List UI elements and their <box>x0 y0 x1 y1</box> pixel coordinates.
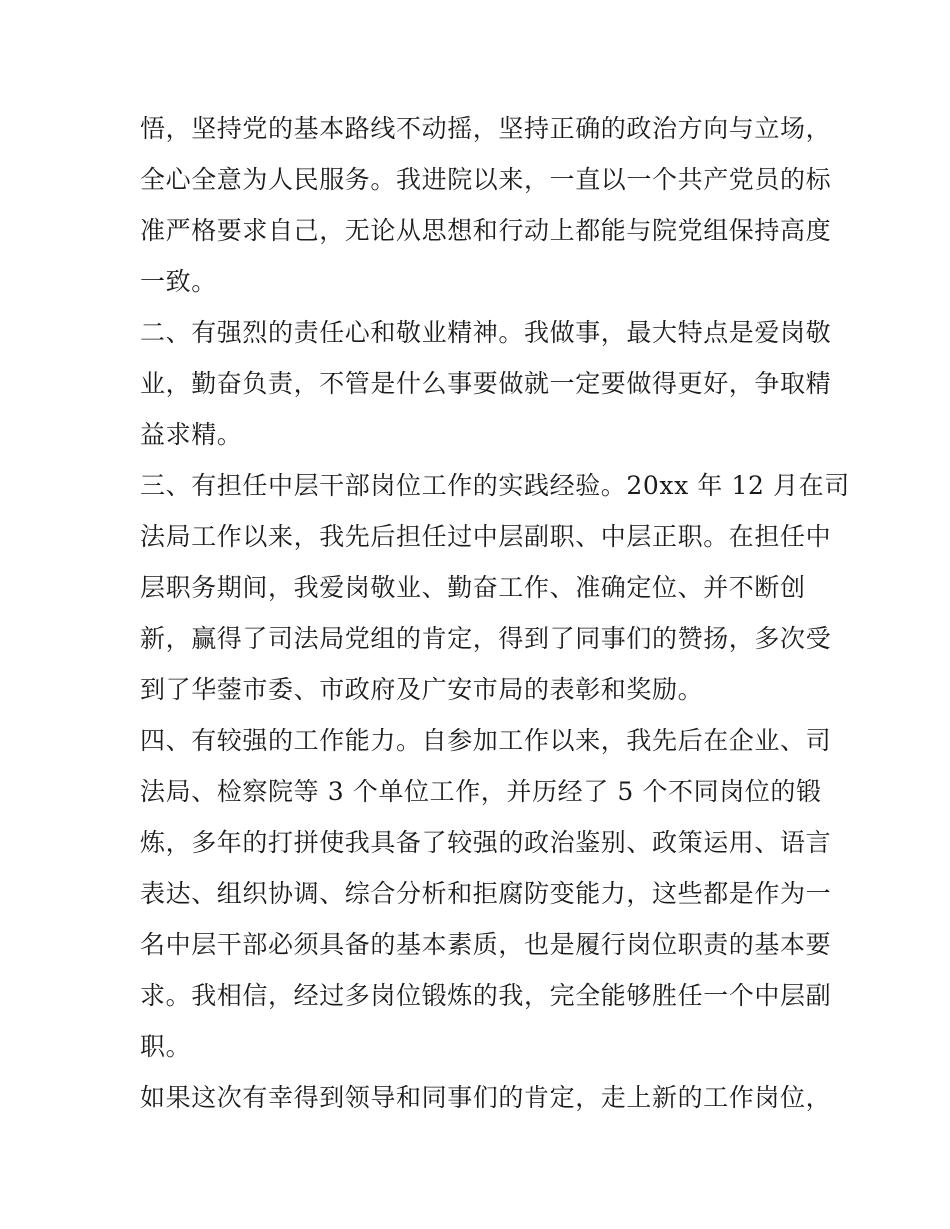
text-line: 准严格要求自己，无论从思想和行动上都能与院党组保持高度 <box>140 216 832 245</box>
text-line: 表达、组织协调、综合分析和拒腐防变能力，这些都是作为一 <box>140 879 832 908</box>
text-line: 全心全意为人民服务。我进院以来，一直以一个共产党员的标 <box>140 165 832 194</box>
text-line: 二、有强烈的责任心和敬业精神。我做事，最大特点是爱岗敬 <box>140 318 832 347</box>
text-line: 新，赢得了司法局党组的肯定，得到了同事们的赞扬，多次受 <box>140 624 832 653</box>
text-line: 层职务期间，我爱岗敬业、勤奋工作、准确定位、并不断创 <box>140 573 806 602</box>
text-line: 一致。 <box>140 267 217 296</box>
text-line: 到了华蓥市委、市政府及广安市局的表彰和奖励。 <box>140 675 704 704</box>
text-line: 求。我相信，经过多岗位锻炼的我，完全能够胜任一个中层副 <box>140 981 832 1010</box>
text-line: 四、有较强的工作能力。自参加工作以来，我先后在企业、司 <box>140 726 832 755</box>
text-line: 悟，坚持党的基本路线不动摇，坚持正确的政治方向与立场， <box>140 114 832 143</box>
text-line: 职。 <box>140 1032 192 1061</box>
text-line: 如果这次有幸得到领导和同事们的肯定，走上新的工作岗位， <box>140 1083 832 1112</box>
text-line: 业，勤奋负责，不管是什么事要做就一定要做得更好，争取精 <box>140 369 832 398</box>
text-line: 名中层干部必须具备的基本素质，也是履行岗位职责的基本要 <box>140 930 832 959</box>
text-line: 炼，多年的打拼使我具备了较强的政治鉴别、政策运用、语言 <box>140 828 832 857</box>
text-line: 三、有担任中层干部岗位工作的实践经验。20xx 年 12 月在司 <box>140 471 850 500</box>
text-line: 益求精。 <box>140 420 243 449</box>
text-line: 法局工作以来，我先后担任过中层副职、中层正职。在担任中 <box>140 522 832 551</box>
text-line: 法局、检察院等 3 个单位工作，并历经了 5 个不同岗位的锻 <box>140 777 822 806</box>
